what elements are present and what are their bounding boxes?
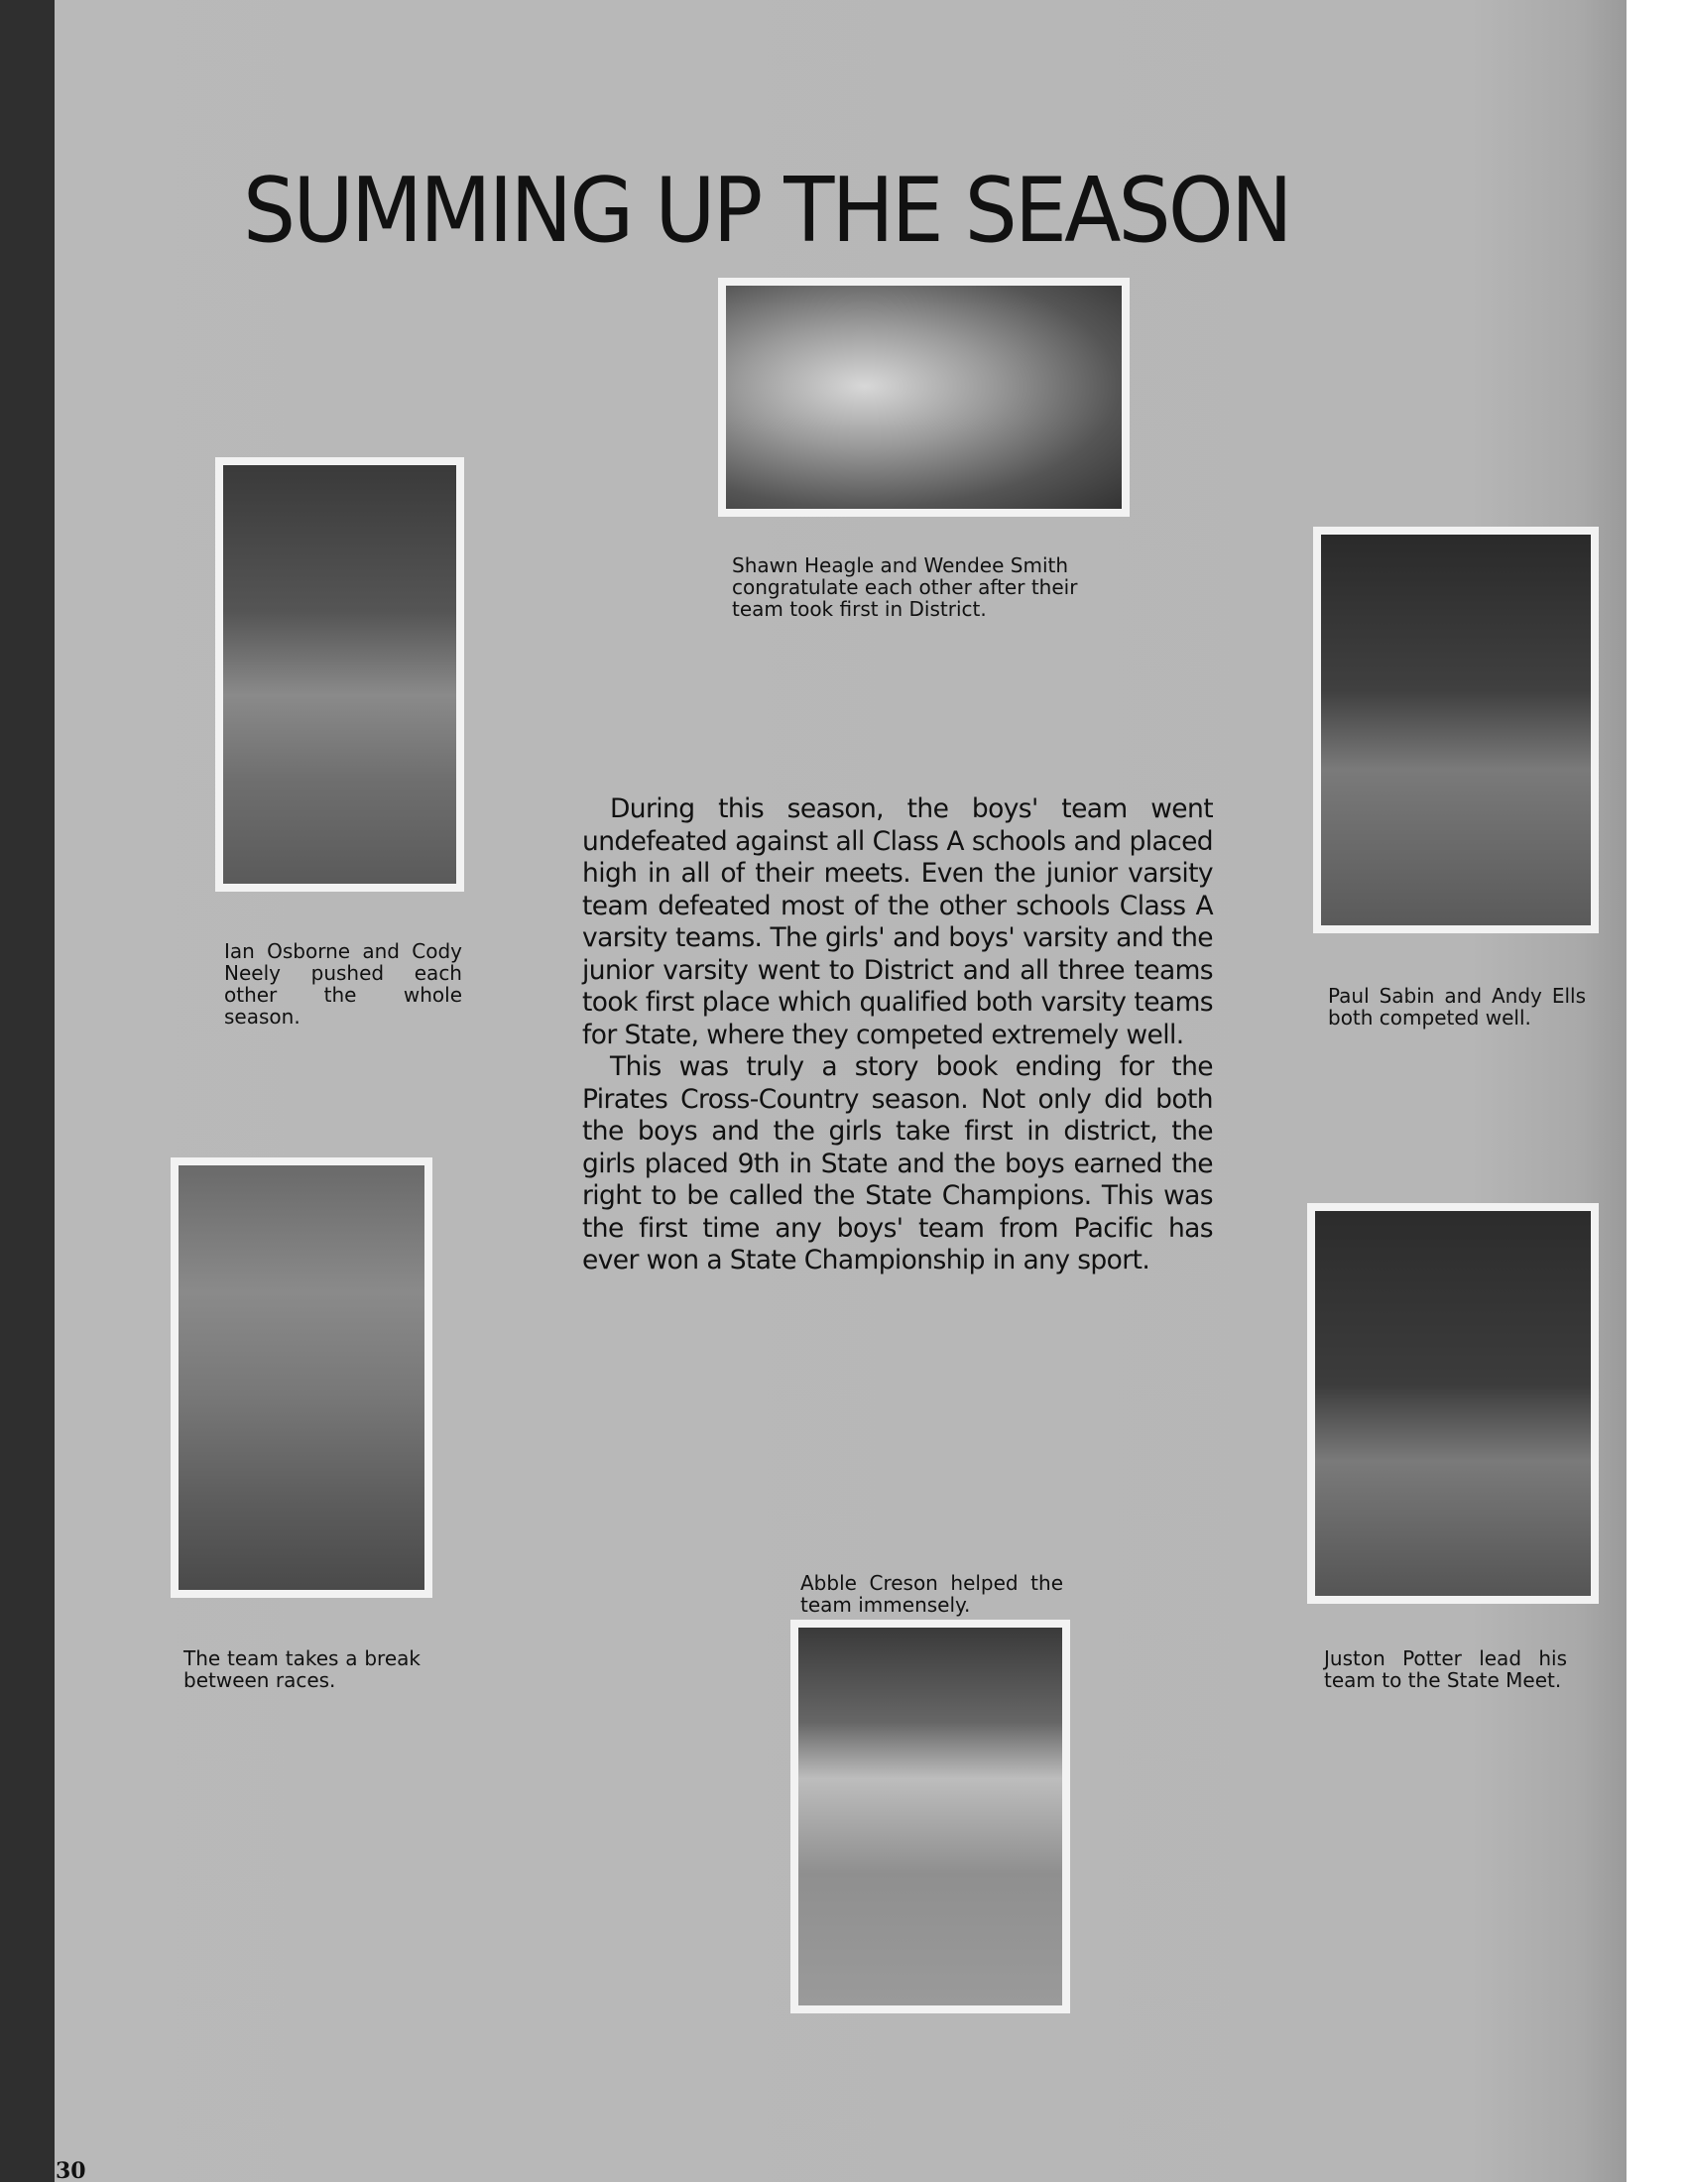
photo-runner-parking — [790, 1620, 1070, 2013]
page-title: SUMMING UP THE SEASON — [243, 159, 1290, 263]
caption-left-bottom: The team takes a break between races. — [183, 1646, 421, 1692]
page-number: 30 — [56, 2158, 86, 2184]
book-binding — [0, 0, 55, 2182]
article-body — [582, 793, 1213, 1277]
photo-hug — [718, 278, 1130, 517]
paragraph-1: During this season, the boys' team went undefeated against all Class A schools and placed high in all of their meets. Even the junior varsity team defeated most of the other schools Class A varsity teams. The girls' and boys' varsity and the junior varsity went to District and all three teams took first place which qualified both varsity teams for State, where they competed extremely well. — [582, 793, 1213, 1050]
photo-runners-right — [1313, 527, 1599, 933]
photo-runners-left — [215, 457, 464, 892]
photo-runner-lead — [1307, 1203, 1599, 1604]
caption-left-top: Ian Osborne and Cody Neely pushed each other the whole season. — [224, 939, 462, 1029]
caption-right-top: Paul Sabin and Andy Ells both competed well. — [1328, 984, 1586, 1030]
caption-bottom: Abble Creson helped the team immensely. — [800, 1571, 1063, 1617]
caption-top: Shawn Heagle and Wendee Smith congratulate each other after their team took first in District. — [732, 553, 1078, 621]
photo-team-break — [171, 1157, 432, 1598]
paragraph-2: This was truly a story book ending for the Pirates Cross-Country season. Not only did both the boys and the girls take first in district, the girls placed 9th in State and the boys earned the right to be called the State Champions. This was the first time any boys' team from Pacific has ever won a State Championship in any sport. — [582, 1051, 1213, 1275]
caption-right-bottom: Juston Potter lead his team to the State Meet. — [1324, 1646, 1567, 1692]
